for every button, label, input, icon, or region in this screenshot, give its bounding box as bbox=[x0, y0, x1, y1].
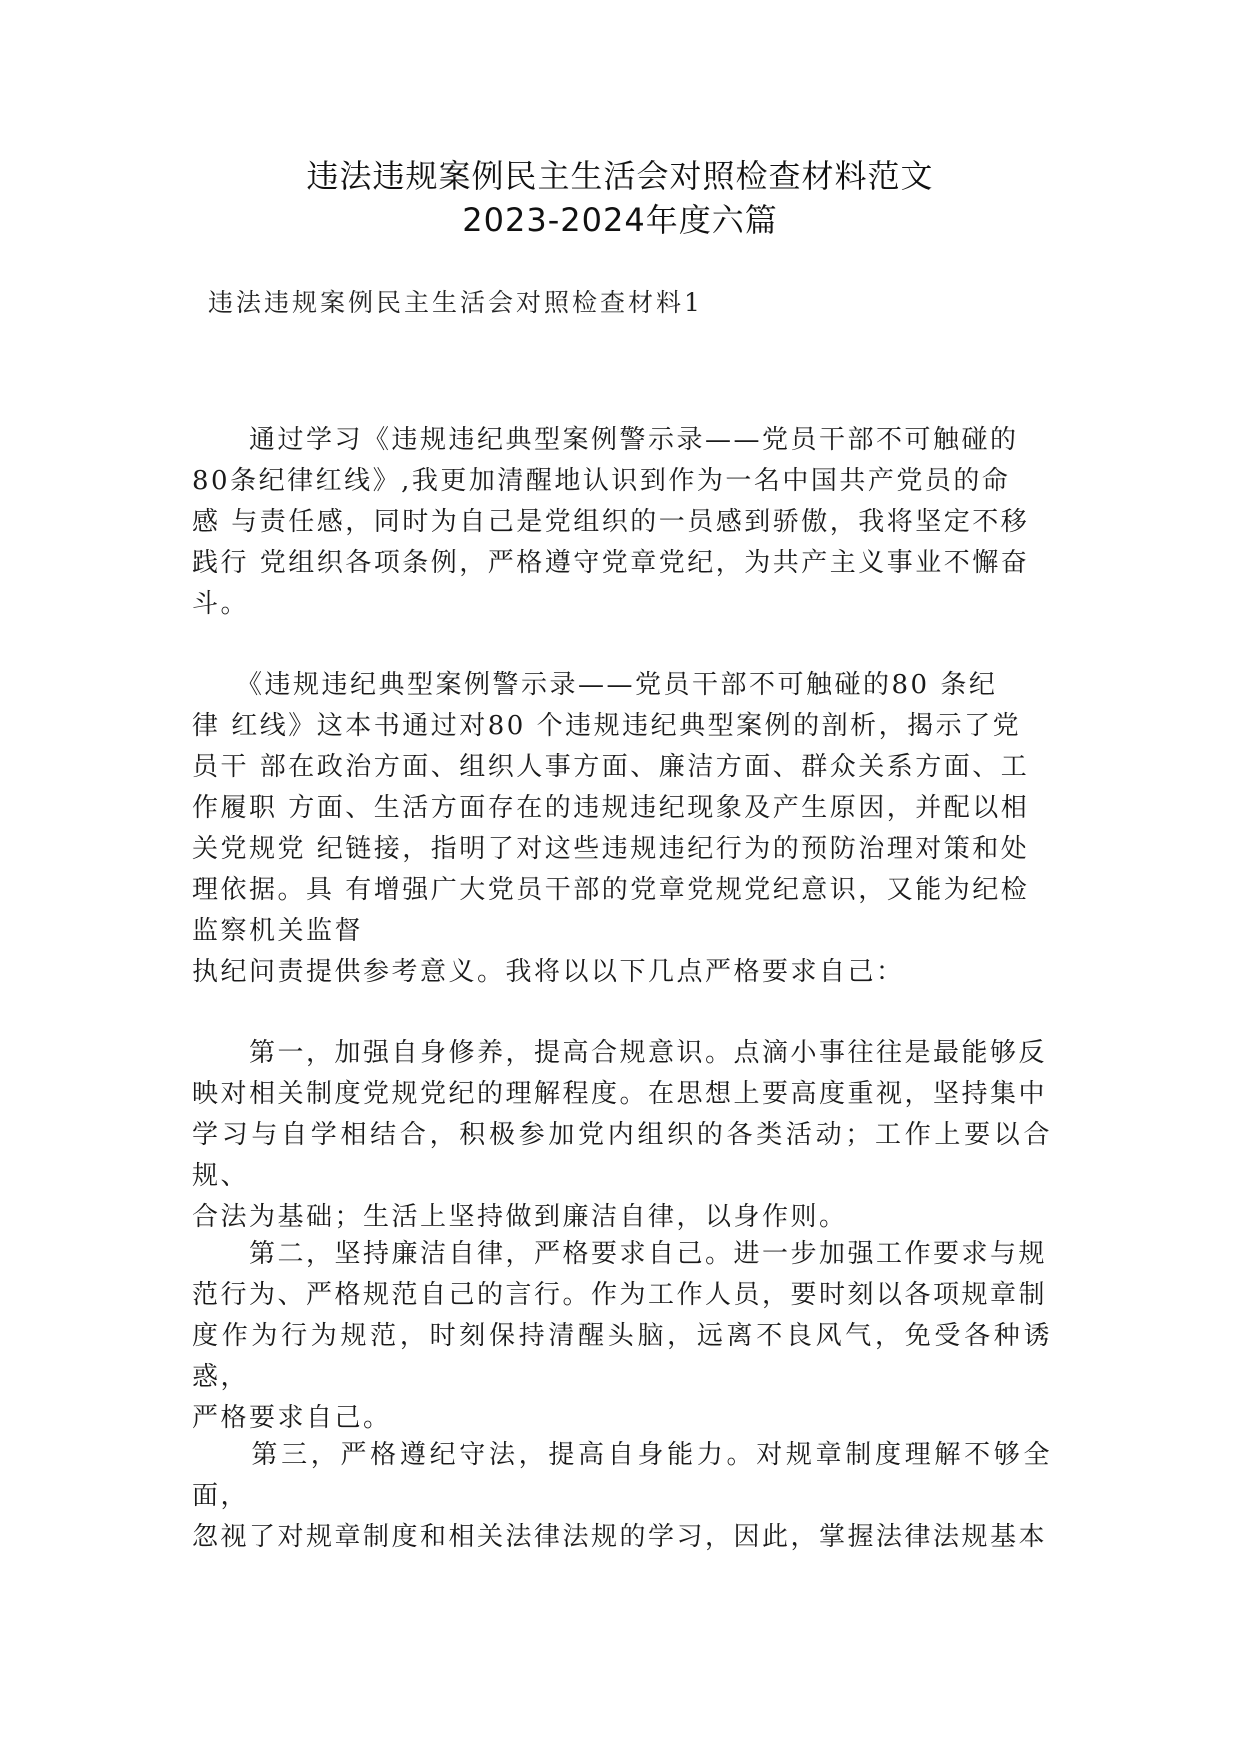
paragraph-5 bbox=[192, 1435, 1052, 1558]
title-line-2: 2023-2024年度六篇 bbox=[462, 201, 778, 239]
paragraph-3 bbox=[192, 1033, 1052, 1238]
document-title bbox=[0, 154, 1240, 242]
paragraph-line: 感 与责任感，同时为自己是党组织的一员感到骄傲，我将坚定不移 bbox=[192, 507, 1030, 537]
paragraph-line: 学习与自学相结合，积极参加党内组织的各类活动；工作上要以合规、 bbox=[192, 1120, 1052, 1191]
paragraph-line: 第二，坚持廉洁自律，严格要求自己。进一步加强工作要求与规 bbox=[192, 1239, 1048, 1269]
paragraph-line: 合法为基础；生活上坚持做到廉洁自律，以身作则。 bbox=[192, 1202, 848, 1232]
paragraph-line: 范行为、严格规范自己的言行。作为工作人员，要时刻以各项规章制 bbox=[192, 1280, 1048, 1310]
paragraph-line: 《违规违纪典型案例警示录——党员干部不可触碰的80 条纪 bbox=[192, 670, 998, 700]
paragraph-line: 第三，严格遵纪守法，提高自身能力。对规章制度理解不够全面， bbox=[192, 1440, 1052, 1511]
paragraph-2 bbox=[192, 665, 1052, 993]
paragraph-line: 作履职 方面、生活方面存在的违规违纪现象及产生原因，并配以相 bbox=[192, 793, 1030, 823]
title-line-1: 违法违规案例民主生活会对照检查材料范文 bbox=[306, 157, 934, 195]
paragraph-line: 第一，加强自身修养，提高合规意识。点滴小事往往是最能够反 bbox=[192, 1038, 1048, 1068]
paragraph-line: 度作为行为规范，时刻保持清醒头脑，远离不良风气，免受各种诱惑， bbox=[192, 1321, 1052, 1392]
paragraph-line: 80条纪律红线》,我更加清醒地认识到作为一名中国共产党员的命 bbox=[192, 466, 1011, 496]
section-heading: 违法违规案例民主生活会对照检查材料1 bbox=[208, 288, 703, 317]
paragraph-line: 律 红线》这本书通过对80 个违规违纪典型案例的剖析，揭示了党 bbox=[192, 711, 1022, 741]
paragraph-line: 理依据。具 有增强广大党员干部的党章党规党纪意识，又能为纪检 bbox=[192, 875, 1030, 905]
paragraph-line: 践行 党组织各项条例，严格遵守党章党纪，为共产主义事业不懈奋 bbox=[192, 548, 1030, 578]
paragraph-line: 关党规党 纪链接，指明了对这些违规违纪行为的预防治理对策和处 bbox=[192, 834, 1030, 864]
paragraph-line: 通过学习《违规违纪典型案例警示录——党员干部不可触碰的 bbox=[192, 425, 1019, 455]
paragraph-line: 监察机关监督 bbox=[192, 916, 364, 946]
paragraph-line: 忽视了对规章制度和相关法律法规的学习，因此，掌握法律法规基本 bbox=[192, 1522, 1048, 1552]
paragraph-1 bbox=[192, 420, 1052, 625]
paragraph-line: 严格要求自己。 bbox=[192, 1403, 392, 1433]
paragraph-line: 映对相关制度党规党纪的理解程度。在思想上要高度重视，坚持集中 bbox=[192, 1079, 1048, 1109]
paragraph-line: 执纪问责提供参考意义。我将以以下几点严格要求自己： bbox=[192, 957, 905, 987]
paragraph-4 bbox=[192, 1234, 1052, 1439]
paragraph-line: 斗。 bbox=[192, 589, 250, 619]
paragraph-line: 员干 部在政治方面、组织人事方面、廉洁方面、群众关系方面、工 bbox=[192, 752, 1030, 782]
